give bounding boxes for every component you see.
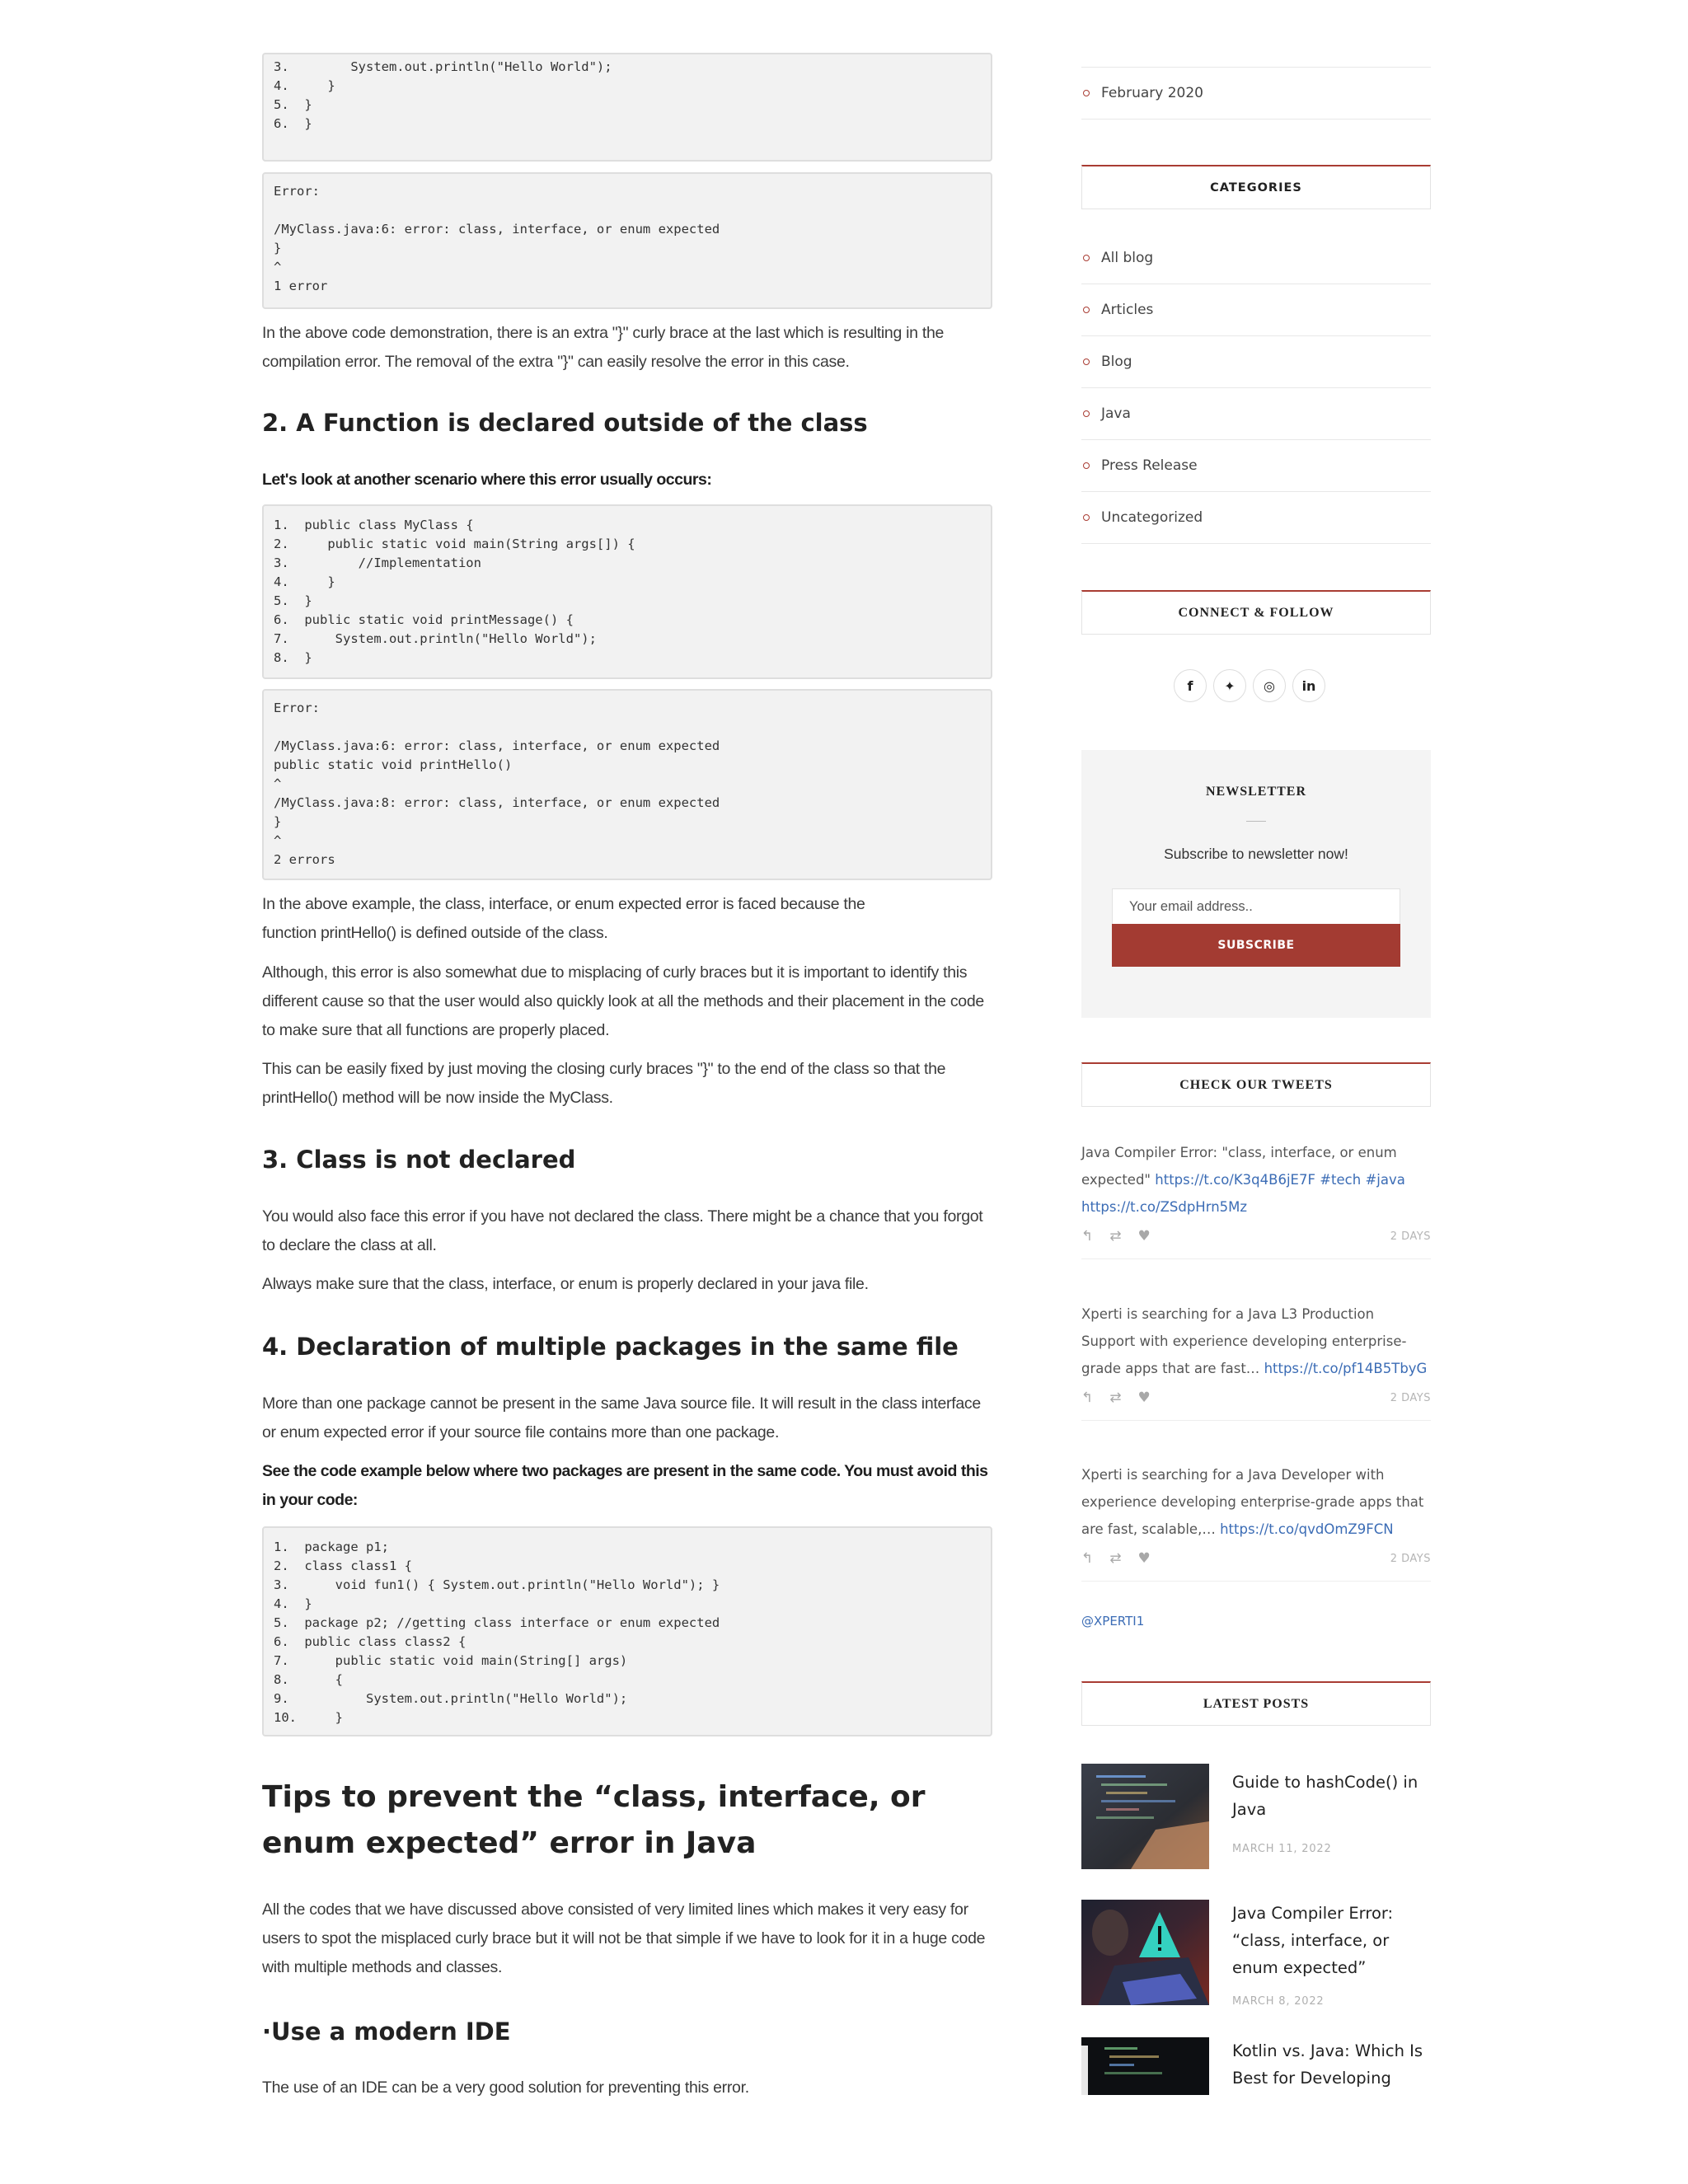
tweet-link[interactable]: https://t.co/K3q4B6jE7F xyxy=(1155,1172,1315,1188)
bullet-icon xyxy=(1083,514,1090,521)
archive-item-label: February 2020 xyxy=(1101,84,1203,101)
paragraph: Always make sure that the class, interface, or enum is properly declared in your java file. xyxy=(262,1275,869,1293)
tweet-body: Xperti is searching for a Java Developer with experience developing enterprise-grade apps that are fast, scalable,… xyxy=(1081,1467,1424,1537)
bullet-icon xyxy=(1083,307,1090,313)
category-java[interactable] xyxy=(1081,387,1431,439)
bullet-icon xyxy=(1083,90,1090,96)
categories-title: CATEGORIES xyxy=(1081,165,1431,209)
code-line: 5. package p2; //getting class interface or enum expected xyxy=(274,1615,720,1630)
paragraph: See the code example below where two packages are present in the same code. You must avoid this in your code: xyxy=(262,1462,988,1509)
post-title[interactable]: Java Compiler Error: “class, interface, or enum expected” xyxy=(1232,1904,1394,1977)
bullet-icon xyxy=(1083,255,1090,261)
code-line: 3. void fun1() { System.out.println("Hello World"); } xyxy=(274,1577,720,1592)
category-label: Java xyxy=(1101,405,1131,422)
tweet-text xyxy=(1081,1461,1431,1543)
retweet-icon[interactable]: ⇄ xyxy=(1109,1550,1122,1567)
tweet-body: Java Compiler Error: "class, interface, or enum expected" xyxy=(1081,1145,1397,1188)
code-line: 4. } xyxy=(274,1596,312,1611)
reply-icon[interactable]: ↰ xyxy=(1081,1228,1094,1244)
code-line: 2 errors xyxy=(274,852,335,867)
paragraph: You would also face this error if you have not declared the class. There might be a chance that you forgot to declare the class at all. xyxy=(262,1207,983,1254)
category-blog[interactable] xyxy=(1081,335,1431,387)
code-line: 1. package p1; xyxy=(274,1540,389,1554)
reply-icon[interactable]: ↰ xyxy=(1081,1390,1094,1406)
section-heading: ·Use a modern IDE xyxy=(262,2018,511,2046)
tweet-link[interactable]: https://t.co/qvdOmZ9FCN xyxy=(1220,1521,1394,1537)
code-line: 3. //Implementation xyxy=(274,555,481,570)
code-line: 10. } xyxy=(274,1710,343,1725)
paragraph: In the above example, the class, interface, or enum expected error is faced because the function printHello() is defined outside of the class. xyxy=(262,895,865,942)
category-label: Articles xyxy=(1101,301,1154,318)
bullet-icon xyxy=(1083,462,1090,469)
error-block-2 xyxy=(262,689,992,880)
post-thumbnail[interactable] xyxy=(1081,1900,1209,2005)
like-icon[interactable]: ♥ xyxy=(1137,1390,1151,1406)
paragraph: In the above code demonstration, there is an extra "}" curly brace at the last which is resulting in the compilation error. The removal of the extra "}" can easily resolve the error in this case. xyxy=(262,324,945,371)
code-line xyxy=(274,201,981,220)
category-label: All blog xyxy=(1101,249,1154,266)
tweets-title: CHECK OUR TWEETS xyxy=(1081,1062,1431,1107)
code-line: /MyClass.java:6: error: class, interface, or enum expected xyxy=(274,222,720,237)
instagram-icon[interactable]: ◎ xyxy=(1253,669,1286,702)
code-line: 5. } xyxy=(274,593,312,608)
category-label: Blog xyxy=(1101,353,1132,370)
tweet-item xyxy=(1081,1139,1431,1259)
code-block-3 xyxy=(262,1526,992,1736)
code-line: /MyClass.java:8: error: class, interface, or enum expected xyxy=(274,795,720,810)
paragraph: The use of an IDE can be a very good solution for preventing this error. xyxy=(262,2079,749,2097)
newsletter-title: NEWSLETTER xyxy=(1205,785,1307,799)
paragraph: Let's look at another scenario where this error usually occurs: xyxy=(262,471,712,489)
tweet-meta xyxy=(1081,1385,1431,1410)
divider xyxy=(1246,821,1266,822)
subscribe-button[interactable]: SUBSCRIBE xyxy=(1112,924,1400,967)
hashtag-link[interactable]: #java xyxy=(1365,1172,1405,1188)
tweet-item xyxy=(1081,1461,1431,1582)
like-icon[interactable]: ♥ xyxy=(1137,1550,1151,1567)
retweet-icon[interactable]: ⇄ xyxy=(1109,1228,1122,1244)
archive-item-february-2020[interactable] xyxy=(1081,67,1431,119)
section-heading: 4. Declaration of multiple packages in the same file xyxy=(262,1333,959,1361)
tweet-age: 2 DAYS xyxy=(1390,1552,1431,1565)
section-heading: 3. Class is not declared xyxy=(262,1146,576,1174)
post-title[interactable]: Kotlin vs. Java: Which Is Best for Developing xyxy=(1232,2041,1423,2088)
tips-heading: Tips to prevent the “class, interface, or enum expected” error in Java xyxy=(262,1780,926,1860)
newsletter-widget xyxy=(1081,750,1431,1018)
article-content xyxy=(262,0,992,2184)
code-line: ^ xyxy=(274,260,282,274)
linkedin-icon[interactable]: in xyxy=(1292,669,1325,702)
paragraph: All the codes that we have discussed above consisted of very limited lines which makes it very easy for users to spot the misplaced curly brace but it will not be that simple if we have to look for it in a huge code with multiple methods and classes. xyxy=(262,1900,986,1976)
section-heading: 2. A Function is declared outside of the class xyxy=(262,409,868,437)
code-line: ^ xyxy=(274,776,282,791)
code-line: /MyClass.java:6: error: class, interface, or enum expected xyxy=(274,738,720,753)
retweet-icon[interactable]: ⇄ xyxy=(1109,1390,1122,1406)
category-label: Uncategorized xyxy=(1101,509,1203,526)
code-line: 6. public class class2 { xyxy=(274,1634,467,1649)
divider xyxy=(1081,1258,1431,1259)
code-block-2 xyxy=(262,504,992,679)
code-block-1 xyxy=(262,53,992,162)
code-line: 4. } xyxy=(274,78,335,93)
twitter-handle-link[interactable]: @XPERTI1 xyxy=(1081,1614,1145,1629)
code-line: Error: xyxy=(274,701,320,715)
code-line: 4. } xyxy=(274,574,335,589)
category-articles[interactable] xyxy=(1081,284,1431,335)
post-thumbnail[interactable] xyxy=(1081,1764,1209,1869)
post-thumbnail[interactable] xyxy=(1081,2037,1209,2095)
code-line: 2. public static void main(String args[]) { xyxy=(274,537,635,551)
tweet-meta xyxy=(1081,1546,1431,1571)
code-line: 1 error xyxy=(274,279,328,293)
tweet-link[interactable]: https://t.co/pf14B5TbyG xyxy=(1264,1361,1428,1376)
post-date: MARCH 8, 2022 xyxy=(1232,1995,1325,2008)
paragraph: Although, this error is also somewhat due to misplacing of curly braces but it is important to identify this different cause so that the user would also quickly look at all the methods and their placement in the code to make sure that all functions are properly placed. xyxy=(262,963,984,1039)
code-line xyxy=(274,718,981,737)
bullet-icon xyxy=(1083,359,1090,365)
divider xyxy=(1081,119,1431,120)
tweet-body: Xperti is searching for a Java L3 Production Support with experience developing enterprise-grade apps that are fast… xyxy=(1081,1306,1407,1376)
sidebar xyxy=(1081,0,1431,2184)
tweet-item xyxy=(1081,1301,1431,1421)
paragraph: More than one package cannot be present in the same Java source file. It will result in the class interface or enum expected error if your source file contains more than one package. xyxy=(262,1394,981,1441)
category-press-release[interactable] xyxy=(1081,439,1431,491)
post-date: MARCH 11, 2022 xyxy=(1232,1843,1332,1855)
bullet-icon xyxy=(1083,410,1090,417)
divider xyxy=(1081,543,1431,544)
code-line: 7. System.out.println("Hello World"); xyxy=(274,631,597,646)
error-block-1 xyxy=(262,172,992,309)
code-line: public static void printHello() xyxy=(274,757,513,772)
code-line: 8. { xyxy=(274,1672,343,1687)
tweet-text xyxy=(1081,1139,1431,1221)
code-line: } xyxy=(274,241,282,255)
code-line: 3. System.out.println("Hello World"); xyxy=(274,59,612,74)
code-line: ^ xyxy=(274,833,282,848)
newsletter-subtitle: Subscribe to newsletter now! xyxy=(1164,846,1348,862)
code-line: 9. System.out.println("Hello World"); xyxy=(274,1691,628,1706)
code-line: 8. } xyxy=(274,650,312,665)
category-label: Press Release xyxy=(1101,457,1198,474)
code-line: 1. public class MyClass { xyxy=(274,518,474,532)
paragraph: This can be easily fixed by just moving the closing curly braces "}" to the end of the class so that the printHello() method will be now inside the MyClass. xyxy=(262,1060,946,1107)
divider xyxy=(1081,1420,1431,1421)
divider xyxy=(1081,1581,1431,1582)
tweet-text xyxy=(1081,1301,1431,1382)
tweet-age: 2 DAYS xyxy=(1390,1230,1431,1243)
tweet-age: 2 DAYS xyxy=(1390,1391,1431,1404)
connect-follow-title: CONNECT & FOLLOW xyxy=(1081,590,1431,635)
reply-icon[interactable]: ↰ xyxy=(1081,1550,1094,1567)
code-line: Error: xyxy=(274,184,320,199)
code-line: 6. public static void printMessage() { xyxy=(274,612,574,627)
code-line: } xyxy=(274,814,282,829)
social-links xyxy=(1174,669,1325,702)
facebook-icon[interactable]: f xyxy=(1174,669,1207,702)
email-input[interactable] xyxy=(1112,888,1400,925)
twitter-icon[interactable]: ✦ xyxy=(1213,669,1246,702)
code-line: 7. public static void main(String[] args) xyxy=(274,1653,628,1668)
tweet-link[interactable]: https://t.co/ZSdpHrn5Mz xyxy=(1081,1199,1248,1215)
like-icon[interactable]: ♥ xyxy=(1137,1228,1151,1244)
latest-posts-title: LATEST POSTS xyxy=(1081,1681,1431,1726)
tweet-meta xyxy=(1081,1224,1431,1249)
category-all-blog[interactable] xyxy=(1081,232,1431,284)
category-uncategorized[interactable] xyxy=(1081,491,1431,543)
code-line: 5. } xyxy=(274,97,312,112)
post-title[interactable]: Guide to hashCode() in Java xyxy=(1232,1773,1418,1819)
code-line: 2. class class1 { xyxy=(274,1558,412,1573)
code-line: 6. } xyxy=(274,116,312,131)
hashtag-link[interactable]: #tech xyxy=(1320,1172,1362,1188)
